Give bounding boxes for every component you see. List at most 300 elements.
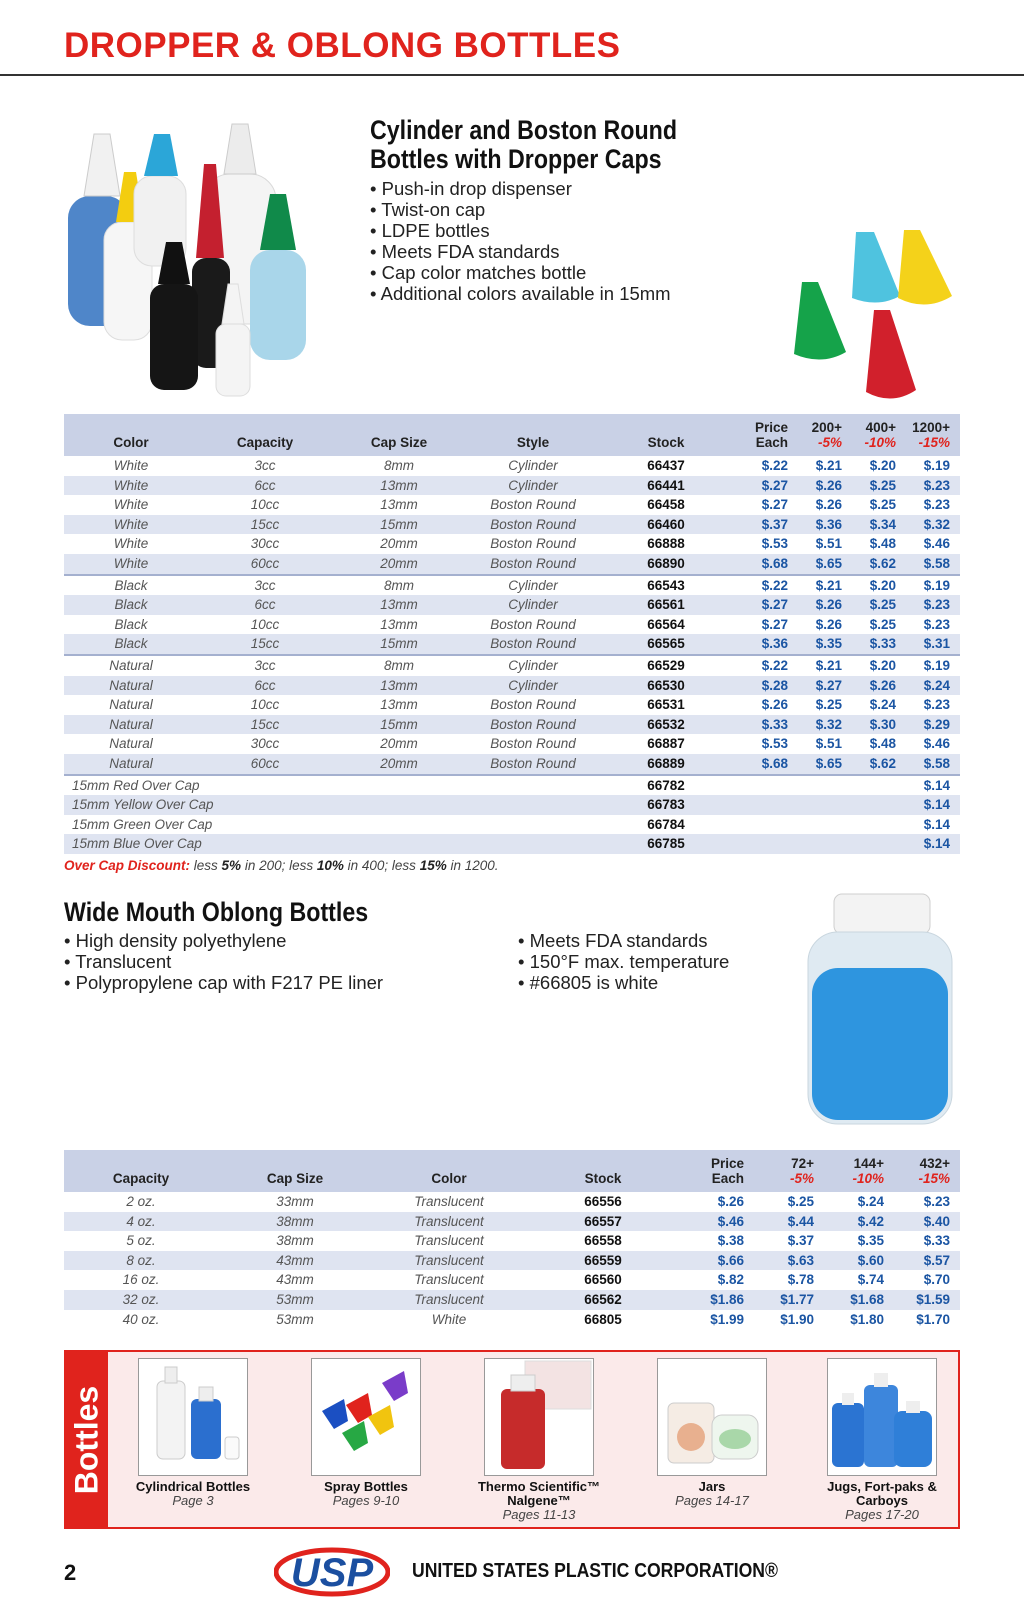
oblong-feature: • High density polyethylene: [64, 930, 383, 951]
style-cell: Boston Round: [490, 716, 576, 732]
col-header-cap-size: Cap Size: [370, 435, 428, 450]
capacity-cell: 3cc: [254, 458, 276, 473]
table-row: [64, 1231, 960, 1251]
dropper-price-table: [64, 414, 960, 854]
table-row: [64, 676, 960, 696]
capacity-cell: 8 oz.: [126, 1252, 156, 1268]
color-cell: Natural: [64, 754, 198, 775]
cap-size-cell: 13mm: [380, 597, 418, 613]
oblong-price-table: [64, 1150, 960, 1329]
capacity-cell: 16 oz.: [122, 1272, 160, 1288]
price-qty2-cell: $.20: [869, 577, 896, 593]
stock-cell: 66565: [600, 634, 732, 655]
price-each-cell: $1.99: [710, 1311, 744, 1327]
price-each-cell: $.33: [761, 716, 788, 732]
color-cell: Translucent: [414, 1272, 484, 1288]
stock-cell: 66556: [584, 1194, 622, 1209]
price-qty1-cell: $.25: [787, 1194, 814, 1209]
nav-item-name: Spray Bottles: [324, 1479, 408, 1494]
color-cell: Black: [114, 597, 148, 613]
price-qty3-cell: $.23: [923, 497, 950, 513]
color-cell: Translucent: [414, 1252, 484, 1268]
cap-size-cell: 13mm: [380, 677, 418, 693]
price-each-cell: $.66: [717, 1252, 744, 1268]
color-cell: Natural: [109, 677, 153, 693]
price-qty3-cell: $.23: [923, 477, 950, 493]
qty-label: 1200+: [912, 420, 950, 435]
price-qty2-cell: $1.68: [850, 1291, 884, 1307]
capacity-cell: 6cc: [254, 677, 276, 693]
style-cell: Boston Round: [466, 554, 600, 575]
nav-item-jugs-carboys[interactable]: [802, 1358, 962, 1522]
col-header-price-each: [680, 1150, 744, 1192]
color-cell: Natural: [109, 736, 153, 752]
cap-size-cell: 13mm: [380, 477, 418, 493]
stock-cell: 66543: [647, 577, 685, 593]
stock-cell: 66558: [584, 1233, 622, 1249]
price-qty3-cell: $.19: [923, 577, 950, 593]
price-each-cell: $.27: [761, 497, 788, 513]
price-each-cell: $.53: [761, 736, 788, 752]
cap-size-cell: 15mm: [380, 516, 418, 532]
price-cell: $.14: [923, 836, 950, 852]
price-qty2-cell: $.48: [869, 536, 896, 552]
stock-cell: 66564: [647, 616, 685, 632]
oblong-bottle-photo: [800, 888, 960, 1138]
price-qty3-cell: $.19: [923, 657, 950, 673]
style-cell: Boston Round: [490, 497, 576, 513]
price-cell: $.14: [923, 777, 950, 793]
style-cell: Cylinder: [508, 677, 558, 693]
color-cell: Translucent: [414, 1291, 484, 1307]
table-row: [64, 495, 960, 515]
dropper-title-line2: Bottles with Dropper Caps: [370, 144, 662, 174]
dropper-section-title: [370, 116, 677, 174]
price-qty1-cell: $.44: [787, 1213, 814, 1229]
stock-cell: 66460: [647, 516, 685, 532]
price-qty1-cell: $1.77: [780, 1291, 814, 1307]
oblong-feature: • Translucent: [64, 951, 383, 972]
nav-item-nalgene[interactable]: [459, 1358, 619, 1522]
stock-cell: 66531: [647, 697, 685, 713]
note-label: Over Cap Discount:: [64, 858, 191, 873]
price-qty2-cell: $.20: [869, 458, 896, 473]
price-each-cell: $.22: [761, 458, 788, 473]
style-cell: Cylinder: [508, 577, 558, 593]
nav-item-name: Jugs, Fort-paks & Carboys: [827, 1479, 937, 1508]
price-qty3-cell: $.70: [923, 1272, 950, 1288]
price-qty2-cell: $.25: [869, 477, 896, 493]
color-cell: White: [113, 536, 149, 552]
price-qty2-cell: $.30: [869, 716, 896, 732]
stock-cell: 66557: [584, 1213, 622, 1229]
nalgene-thumbnail: [484, 1358, 594, 1476]
table-row: [64, 815, 960, 835]
page-number: 2: [64, 1560, 77, 1585]
nav-item-spray-bottles[interactable]: [286, 1358, 446, 1508]
color-cell: Natural: [109, 697, 153, 713]
nav-item-cylindrical-bottles[interactable]: [113, 1358, 273, 1508]
col-header-capacity: Capacity: [236, 435, 294, 450]
qty-label: 200+: [811, 420, 842, 435]
table-row: [64, 515, 960, 535]
color-cell: Black: [114, 577, 148, 593]
stock-cell: 66437: [647, 458, 685, 473]
nav-item-name: Cylindrical Bottles: [135, 1479, 251, 1494]
price-qty3-cell: $.23: [923, 697, 950, 713]
col-header-color: Color: [431, 1171, 467, 1186]
col-header-price-each: [732, 414, 788, 456]
table-row: [64, 734, 960, 754]
price-qty1-cell: $.32: [815, 716, 842, 732]
price-each-cell: $.28: [761, 677, 788, 693]
style-cell: Boston Round: [490, 616, 576, 632]
price-qty2-cell: $1.80: [850, 1311, 884, 1327]
stock-cell: 66890: [600, 554, 732, 575]
price-qty1-cell: $.36: [815, 516, 842, 532]
table-row: [64, 795, 960, 815]
nav-item-page: Pages 14-17: [675, 1493, 749, 1508]
price-qty3-cell: $1.70: [916, 1311, 950, 1327]
price-qty3-cell: $.33: [923, 1233, 950, 1249]
price-label: Price: [754, 420, 788, 435]
price-qty3-cell: $.32: [923, 516, 950, 532]
capacity-cell: 2 oz.: [126, 1194, 156, 1209]
price-each-cell: $.46: [717, 1213, 744, 1229]
table-row: [64, 655, 960, 676]
capacity-cell: 3cc: [254, 577, 276, 593]
cap-size-cell: 20mm: [380, 736, 418, 752]
style-cell: Boston Round: [490, 697, 576, 713]
cap-name-cell: 15mm Blue Over Cap: [72, 836, 202, 852]
stock-cell: 66458: [647, 497, 685, 513]
qty-label: 400+: [865, 420, 896, 435]
style-cell: Cylinder: [508, 477, 558, 493]
col-header-qty3: [896, 414, 960, 456]
table-row: [64, 575, 960, 596]
price-each-cell: $.82: [717, 1272, 744, 1288]
capacity-cell: 10cc: [250, 697, 280, 713]
price-qty2-cell: $.24: [869, 697, 896, 713]
capacity-cell: 5 oz.: [126, 1233, 156, 1249]
price-each-cell: $1.86: [710, 1291, 744, 1307]
capacity-cell: 30cc: [250, 536, 280, 552]
price-qty3-cell: $.57: [923, 1252, 950, 1268]
col-header-color: Color: [113, 435, 149, 450]
discount-label: -5%: [817, 435, 842, 450]
cap-size-cell: 15mm: [380, 716, 418, 732]
style-cell: Boston Round: [490, 536, 576, 552]
price-each-cell: $.53: [761, 536, 788, 552]
note-value: 10%: [316, 858, 344, 873]
price-qty2-cell: $.62: [842, 754, 896, 775]
cap-size-cell: 38mm: [276, 1213, 314, 1229]
oblong-features-left: [64, 930, 383, 993]
col-header-cap-size: Cap Size: [266, 1171, 324, 1186]
stock-cell: 66888: [647, 536, 685, 552]
price-qty3-cell: $.58: [896, 754, 960, 775]
empty-cell: [732, 815, 896, 835]
price-qty3-cell: $.23: [923, 1194, 950, 1209]
price-qty2-cell: $.25: [869, 497, 896, 513]
price-qty2-cell: $.25: [869, 616, 896, 632]
discount-label: -15%: [918, 435, 950, 450]
price-qty1-cell: $.51: [815, 736, 842, 752]
table-row: [64, 615, 960, 635]
stock-cell: 66782: [647, 777, 685, 793]
price-cell: $.14: [923, 816, 950, 832]
dropper-feature: • LDPE bottles: [370, 220, 671, 241]
cylindrical-bottles-thumbnail: [138, 1358, 248, 1476]
price-qty2-cell: $.25: [869, 597, 896, 613]
cap-size-cell: 8mm: [384, 458, 414, 473]
price-each-cell: $.27: [761, 616, 788, 632]
oblong-feature: • Meets FDA standards: [518, 930, 729, 951]
price-qty1-cell: $.35: [788, 634, 842, 655]
table-row: [64, 754, 960, 775]
col-header-qty1: [788, 414, 842, 456]
cap-size-cell: 13mm: [380, 497, 418, 513]
price-qty3-cell: $.40: [923, 1213, 950, 1229]
empty-cell: [732, 775, 896, 796]
nav-item-jars[interactable]: [632, 1358, 792, 1508]
dropper-caps-photo: [762, 228, 962, 408]
price-qty1-cell: $.26: [815, 497, 842, 513]
table-row: [64, 554, 960, 575]
capacity-cell: 15cc: [250, 716, 280, 732]
capacity-cell: 3cc: [254, 657, 276, 673]
cap-size-cell: 20mm: [332, 754, 466, 775]
price-qty3-cell: $.31: [896, 634, 960, 655]
stock-cell: 66784: [647, 816, 685, 832]
stock-cell: 66783: [647, 797, 685, 813]
bottles-tab[interactable]: [66, 1352, 108, 1527]
stock-cell: 66441: [647, 477, 685, 493]
oblong-section-title: Wide Mouth Oblong Bottles: [64, 897, 369, 927]
price-qty1-cell: $.37: [787, 1233, 814, 1249]
cap-size-cell: 15mm: [332, 634, 466, 655]
capacity-cell: 40 oz.: [122, 1311, 160, 1327]
color-cell: White: [431, 1311, 467, 1327]
cap-size-cell: 8mm: [384, 577, 414, 593]
oblong-feature: • Polypropylene cap with F217 PE liner: [64, 972, 383, 993]
capacity-cell: 30cc: [250, 736, 280, 752]
capacity-cell: 4 oz.: [126, 1213, 156, 1229]
jars-thumbnail: [657, 1358, 767, 1476]
table-row: [64, 456, 960, 476]
capacity-cell: 10cc: [250, 497, 280, 513]
price-qty3-cell: $.23: [923, 597, 950, 613]
price-qty1-cell: $.26: [815, 616, 842, 632]
discount-label: -15%: [918, 1171, 950, 1186]
price-qty1-cell: $.26: [815, 597, 842, 613]
stock-cell: 66562: [584, 1291, 622, 1307]
price-qty2-cell: $.42: [857, 1213, 884, 1229]
price-qty1-cell: $.65: [788, 754, 842, 775]
table-row: [64, 1290, 960, 1310]
dropper-feature: • Cap color matches bottle: [370, 262, 671, 283]
price-qty1-cell: $.65: [788, 554, 842, 575]
stock-cell: 66805: [584, 1311, 622, 1327]
price-each-cell: $.68: [732, 554, 788, 575]
empty-cell: [732, 795, 896, 815]
table-row: [64, 476, 960, 496]
price-qty3-cell: $.23: [923, 616, 950, 632]
price-qty3-cell: $.24: [923, 677, 950, 693]
price-qty3-cell: $.19: [923, 458, 950, 473]
qty-label: 72+: [791, 1156, 814, 1171]
nav-item-page: Pages 17-20: [845, 1507, 919, 1522]
bottles-tab-label: Bottles: [68, 1385, 105, 1494]
oblong-features-right: [518, 930, 729, 993]
dropper-features: [370, 178, 671, 304]
cap-size-cell: 13mm: [380, 616, 418, 632]
price-each-cell: $.38: [717, 1233, 744, 1249]
col-header-qty1: [744, 1150, 814, 1192]
color-cell: Black: [114, 616, 148, 632]
cap-size-cell: 43mm: [276, 1252, 314, 1268]
stock-cell: 66560: [584, 1272, 622, 1288]
discount-label: -10%: [852, 1171, 884, 1186]
page-title: DROPPER & OBLONG BOTTLES: [64, 26, 621, 65]
color-cell: Natural: [109, 657, 153, 673]
price-qty2-cell: $.48: [869, 736, 896, 752]
price-each-cell: $.68: [732, 754, 788, 775]
oblong-feature: • #66805 is white: [518, 972, 729, 993]
table-row: [64, 695, 960, 715]
cap-size-cell: 20mm: [332, 554, 466, 575]
style-cell: Boston Round: [490, 516, 576, 532]
price-qty3-cell: $.46: [923, 736, 950, 752]
dropper-feature: • Additional colors available in 15mm: [370, 283, 671, 304]
cap-size-cell: 8mm: [384, 657, 414, 673]
col-header-stock: Stock: [647, 435, 685, 450]
discount-label: -5%: [789, 1171, 814, 1186]
table-row: [64, 1270, 960, 1290]
style-cell: Cylinder: [508, 458, 558, 473]
cap-size-cell: 43mm: [276, 1272, 314, 1288]
price-each-cell: $.37: [761, 516, 788, 532]
usp-logo: [274, 1546, 390, 1598]
jugs-carboys-thumbnail: [827, 1358, 937, 1476]
company-name: UNITED STATES PLASTIC CORPORATION®: [412, 1560, 778, 1582]
price-qty1-cell: $.21: [815, 577, 842, 593]
price-qty1-cell: $.78: [787, 1272, 814, 1288]
capacity-cell: 60cc: [198, 754, 332, 775]
cap-size-cell: 53mm: [276, 1311, 314, 1327]
note-value: 15%: [419, 858, 447, 873]
price-cell: $.14: [923, 797, 950, 813]
oblong-feature: • 150°F max. temperature: [518, 951, 729, 972]
price-qty1-cell: $.21: [815, 657, 842, 673]
price-qty2-cell: $.74: [857, 1272, 884, 1288]
capacity-cell: 15cc: [250, 516, 280, 532]
color-cell: Translucent: [414, 1213, 484, 1229]
table-row: [64, 1310, 960, 1330]
nav-item-name: Jars: [698, 1479, 726, 1494]
price-qty1-cell: $.27: [815, 677, 842, 693]
price-qty1-cell: $.26: [815, 477, 842, 493]
color-cell: Translucent: [414, 1233, 484, 1249]
nav-item-name: Thermo Scientific™ Nalgene™: [477, 1479, 601, 1508]
capacity-cell: 6cc: [254, 597, 276, 613]
capacity-cell: 60cc: [198, 554, 332, 575]
stock-cell: 66785: [647, 836, 685, 852]
style-cell: Boston Round: [466, 634, 600, 655]
note-text: in 1200.: [446, 858, 499, 873]
table-row: [64, 1192, 960, 1212]
price-label: Price: [710, 1156, 744, 1171]
price-qty2-cell: $.62: [842, 554, 896, 575]
price-qty2-cell: $.33: [842, 634, 896, 655]
stock-cell: 66887: [647, 736, 685, 752]
table-row: [64, 1212, 960, 1232]
nav-item-page: Page 3: [172, 1493, 214, 1508]
each-label: Each: [755, 435, 788, 450]
price-qty2-cell: $.35: [857, 1233, 884, 1249]
spray-bottles-thumbnail: [311, 1358, 421, 1476]
color-cell: White: [113, 497, 149, 513]
color-cell: White: [64, 554, 198, 575]
dropper-title-line1: Cylinder and Boston Round: [370, 115, 678, 145]
table-row: [64, 595, 960, 615]
note-text: in 200; less: [241, 858, 317, 873]
stock-cell: 66561: [647, 597, 685, 613]
col-header-qty3: [884, 1150, 960, 1192]
price-qty2-cell: $.60: [857, 1252, 884, 1268]
cap-size-cell: 20mm: [380, 536, 418, 552]
table-row: [64, 834, 960, 854]
table-row: [64, 775, 960, 796]
table-row: [64, 634, 960, 655]
price-qty3-cell: $.46: [923, 536, 950, 552]
capacity-cell: 10cc: [250, 616, 280, 632]
table-row: [64, 534, 960, 554]
price-qty1-cell: $.63: [787, 1252, 814, 1268]
color-cell: Black: [64, 634, 198, 655]
price-each-cell: $.26: [761, 697, 788, 713]
col-header-qty2: [842, 414, 896, 456]
price-qty3-cell: $.58: [896, 554, 960, 575]
each-label: Each: [711, 1171, 744, 1186]
dropper-feature: • Twist-on cap: [370, 199, 671, 220]
price-qty1-cell: $.21: [815, 458, 842, 473]
note-text: less: [190, 858, 222, 873]
header-rule: [0, 74, 1024, 76]
note-value: 5%: [221, 858, 242, 873]
price-qty2-cell: $.24: [857, 1194, 884, 1209]
note-text: in 400; less: [343, 858, 420, 873]
color-cell: Natural: [109, 716, 153, 732]
price-qty3-cell: $.29: [923, 716, 950, 732]
table-row: [64, 1251, 960, 1271]
price-each-cell: $.26: [717, 1194, 744, 1209]
table-row: [64, 715, 960, 735]
qty-label: 432+: [919, 1156, 950, 1171]
col-header-style: Style: [516, 435, 550, 450]
style-cell: Boston Round: [490, 736, 576, 752]
cap-name-cell: 15mm Yellow Over Cap: [72, 797, 214, 813]
cap-size-cell: 53mm: [276, 1291, 314, 1307]
capacity-cell: 15cc: [198, 634, 332, 655]
col-header-qty2: [814, 1150, 884, 1192]
style-cell: Cylinder: [508, 597, 558, 613]
nav-item-page: Pages 11-13: [502, 1507, 576, 1522]
dropper-feature: • Push-in drop dispenser: [370, 178, 671, 199]
cap-size-cell: 33mm: [276, 1194, 314, 1209]
stock-cell: 66529: [647, 657, 685, 673]
capacity-cell: 32 oz.: [122, 1291, 160, 1307]
